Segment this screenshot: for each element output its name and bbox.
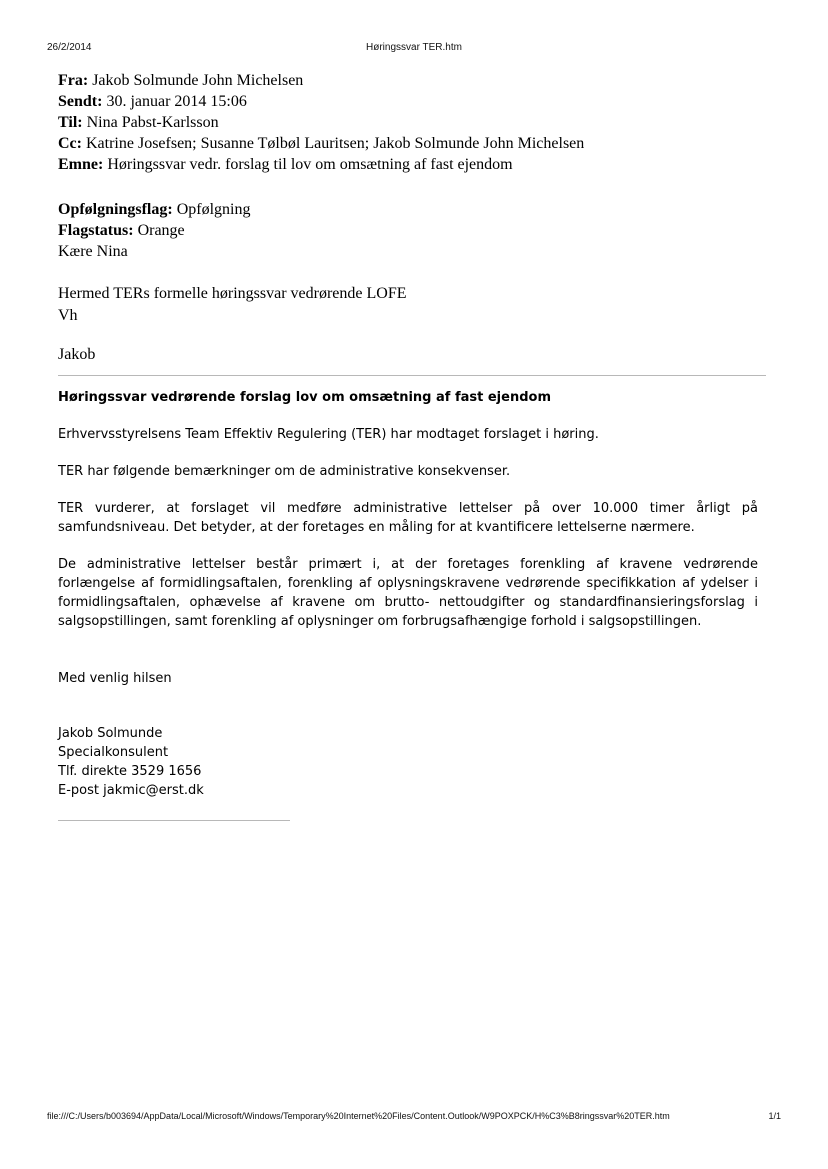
followup-row [58, 199, 778, 220]
flag-status-row [58, 220, 778, 241]
print-footer [47, 1111, 781, 1121]
signature-phone: Tlf. direkte 3529 1656 [58, 764, 202, 779]
file-path: file:///C:/Users/b003694/AppData/Local/Microsoft/Windows/Temporary%20Internet%20Files/Content.Outlook/W9POXPCK/H%C3%B8ringssvar%20TER.htm [47, 1111, 670, 1121]
intro-line: Hermed TERs formelle høringssvar vedrørende LOFE [58, 285, 407, 302]
cc-row [58, 133, 778, 154]
sent-row [58, 91, 778, 112]
print-date: 26/2/2014 [47, 42, 92, 53]
letter-paragraph: Erhvervsstyrelsens Team Effektiv Regulering (TER) har modtaget forslaget i høring. [58, 427, 599, 442]
signature-title: Specialkonsulent [58, 745, 169, 760]
cc-label: Cc: [58, 135, 82, 152]
subject-value: Høringssvar vedr. forslag til lov om omsætning af fast ejendom [107, 156, 513, 173]
intro-regards: Vh [58, 307, 78, 324]
greeting: Kære Nina [58, 243, 128, 260]
from-row [58, 70, 778, 91]
email-header [58, 70, 778, 175]
cc-value: Katrine Josefsen; Susanne Tølbøl Lauritsen; Jakob Solmunde John Michelsen [85, 135, 585, 152]
to-row [58, 112, 778, 133]
flags-block [58, 199, 778, 262]
signature-divider [58, 820, 290, 821]
print-title: Høringssvar TER.htm [366, 42, 462, 53]
letter-paragraph: De administrative lettelser består primært i, at der foretages forenkling af kravene vedrørende forlængelse af formidlingsaftalen, forenkling af oplysningskravene vedrørende specifikkation af ydelser i formidlingsaftalen, ophævelse af kravene om brutto- nettoudgifter og standardfinansieringsforslag i salgsopstillingen, samt forenkling af oplysninger om forbrugsafhængige forhold i salgsopstillingen. [58, 557, 758, 629]
signature-block [58, 724, 758, 800]
followup-label: Opfølgningsflag: [58, 201, 173, 218]
letter-paragraph: TER vurderer, at forslaget vil medføre administrative lettelser på over 10.000 timer årligt på samfundsniveau. Det betyder, at der foretages en måling for at kvantificere lettelserne nærmere. [58, 501, 758, 535]
to-value: Nina Pabst-Karlsson [86, 114, 219, 131]
flag-status-label: Flagstatus: [58, 222, 134, 239]
signature-email: E-post jakmic@erst.dk [58, 783, 204, 798]
intro-message [58, 283, 778, 327]
page-number: 1/1 [768, 1111, 781, 1121]
followup-value: Opfølgning [176, 201, 251, 218]
subject-row [58, 154, 778, 175]
from-value: Jakob Solmunde John Michelsen [92, 72, 304, 89]
sent-label: Sendt: [58, 93, 103, 110]
from-label: Fra: [58, 72, 89, 89]
sent-value: 30. januar 2014 15:06 [106, 93, 247, 110]
intro-signature: Jakob [58, 346, 96, 363]
divider [58, 375, 766, 376]
subject-label: Emne: [58, 156, 104, 173]
letter-paragraph: TER har følgende bemærkninger om de administrative konsekvenser. [58, 464, 511, 479]
closing: Med venlig hilsen [58, 671, 172, 686]
letter-body [58, 388, 758, 800]
to-label: Til: [58, 114, 83, 131]
signature-name: Jakob Solmunde [58, 726, 163, 741]
flag-status-value: Orange [137, 222, 185, 239]
letter-subject: Høringssvar vedrørende forslag lov om omsætning af fast ejendom [58, 390, 551, 405]
